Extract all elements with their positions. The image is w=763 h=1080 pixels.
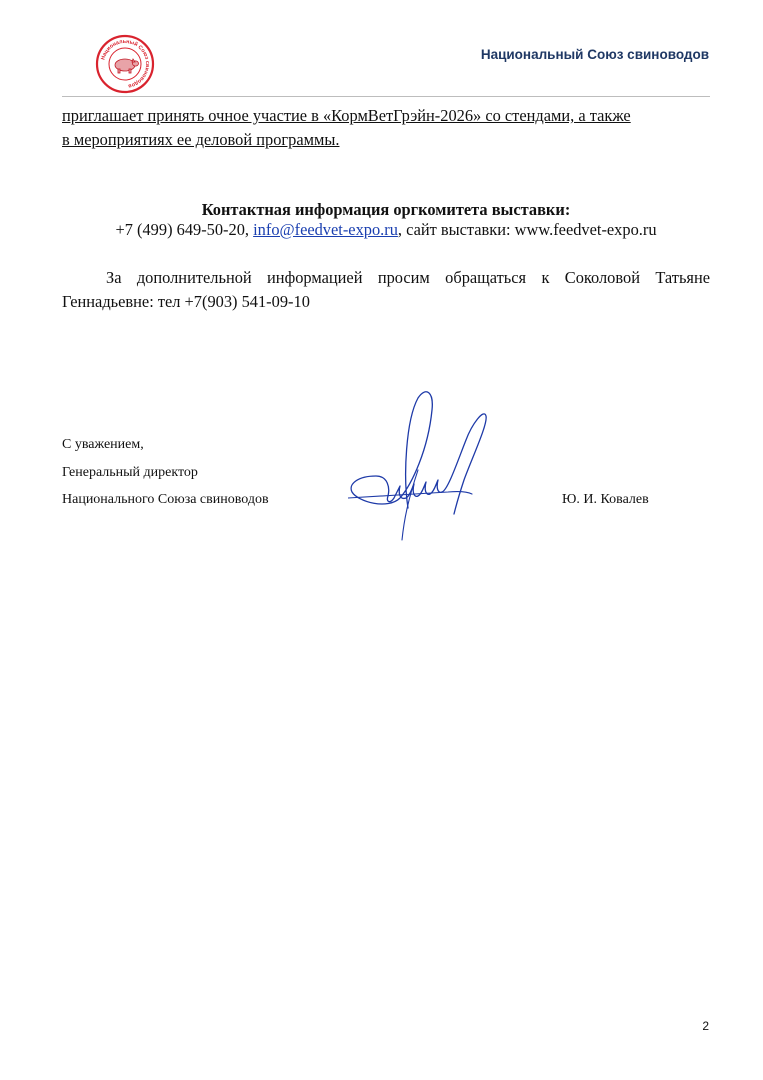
intro-line-1: приглашает принять очное участие в «КормВетГрэйн-2026» со стендами, а также: [62, 106, 631, 125]
contact-title: Контактная информация оргкомитета выставки:: [201, 200, 571, 219]
closing-organization: Национального Союза свиноводов: [62, 492, 269, 507]
contact-line: [62, 220, 710, 240]
union-logo: [95, 34, 155, 94]
org-name-header: Национальный Союз свиноводов: [480, 47, 709, 62]
signer-name: Ю. И. Ковалев: [562, 492, 649, 507]
closing-position: Генеральный директор: [62, 465, 198, 480]
contact-phone: +7 (499) 649-50-20,: [115, 220, 254, 239]
page-number: 2: [702, 1019, 709, 1033]
pig-icon: [115, 59, 139, 73]
header-divider: [62, 96, 710, 97]
info-line-2: Геннадьевне: тел +7(903) 541-09-10: [62, 292, 310, 311]
contact-site: , сайт выставки: www.feedvet-expo.ru: [397, 220, 657, 239]
info-paragraph: [62, 266, 710, 314]
signature: [348, 380, 498, 542]
intro-paragraph: [62, 104, 712, 152]
intro-line-2: в мероприятиях ее деловой программы.: [62, 130, 340, 149]
closing-regards: С уважением,: [62, 437, 144, 452]
svg-text:Национальный Союз свиноводов: Национальный Союз свиноводов: [100, 38, 151, 89]
contact-email-link[interactable]: info@feedvet-expo.ru: [253, 220, 398, 239]
info-line-1: За дополнительной информацией просим обращаться к Соколовой Татьяне: [106, 268, 710, 287]
